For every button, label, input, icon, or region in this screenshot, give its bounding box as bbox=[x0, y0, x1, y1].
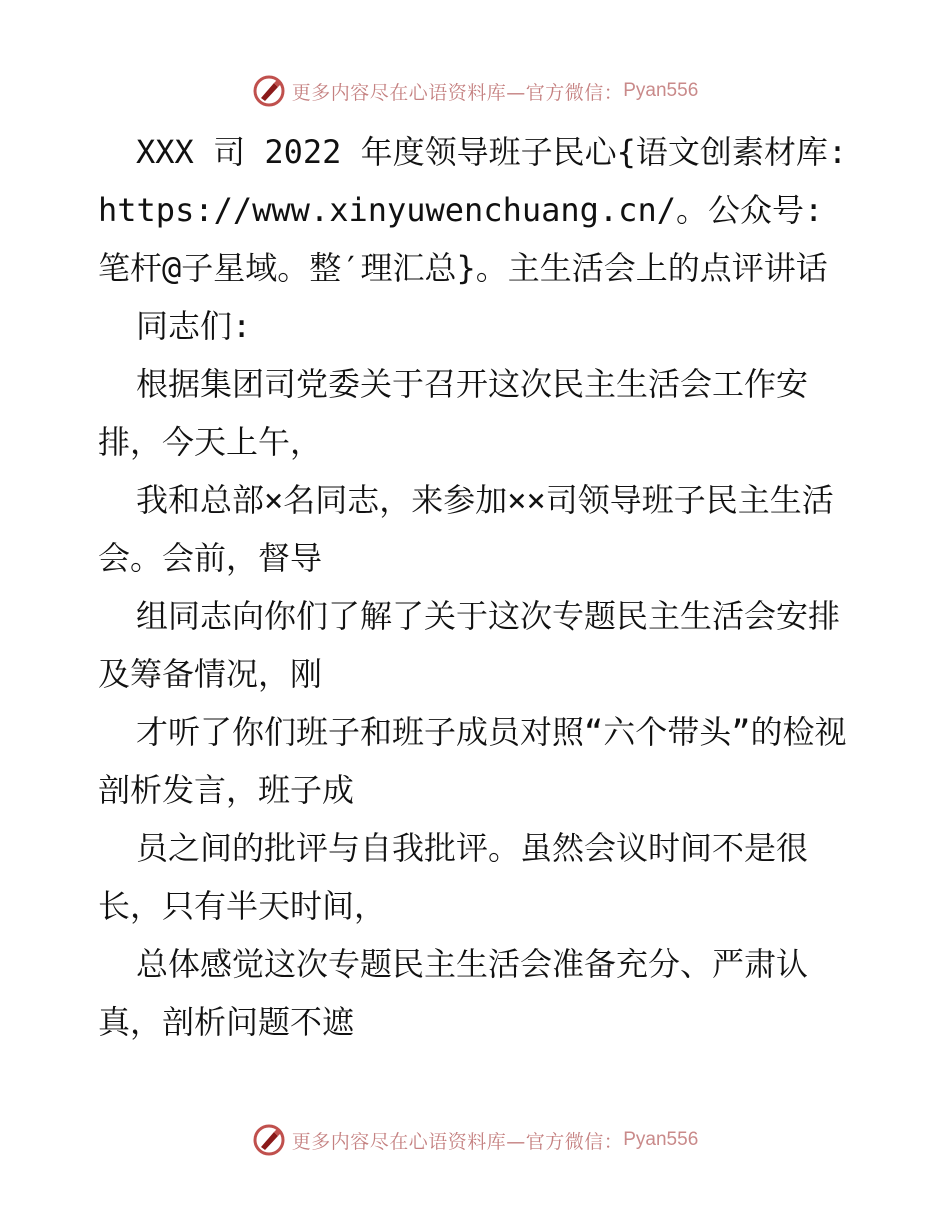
pen-logo-icon bbox=[252, 1123, 286, 1157]
footer-watermark bbox=[0, 1122, 950, 1158]
paragraph: 才听了你们班子和班子成员对照“六个带头”的检视剖析发言，班子成 bbox=[98, 713, 847, 809]
watermark-wechat-id: Pyan556 bbox=[623, 1129, 699, 1150]
watermark-wechat-id: Pyan556 bbox=[623, 80, 699, 101]
watermark-text: 更多内容尽在心语资料库—官方微信： bbox=[291, 81, 624, 104]
document-body bbox=[98, 123, 858, 1051]
pen-logo-icon bbox=[252, 74, 286, 108]
paragraph: 同志们: bbox=[136, 307, 252, 345]
paragraph: 根据集团司党委关于召开这次民主生活会工作安排，今天上午， bbox=[98, 365, 809, 461]
paragraph: 我和总部×名同志，来参加××司领导班子民主生活会。会前，督导 bbox=[98, 481, 834, 577]
paragraph: XXX 司 2022 年度领导班子民心{语文创素材库: https://www.xinyuwenchuang.cn/。公众号: 笔杆@子星域。整′理汇总}。主生活会上的点评讲话 bbox=[98, 133, 848, 287]
paragraph: 员之间的批评与自我批评。虽然会议时间不是很长，只有半天时间， bbox=[98, 829, 809, 925]
header-watermark bbox=[0, 73, 950, 109]
watermark-text: 更多内容尽在心语资料库—官方微信： bbox=[291, 1130, 624, 1153]
paragraph: 组同志向你们了解了关于这次专题民主生活会安排及筹备情况，刚 bbox=[98, 597, 841, 693]
paragraph: 总体感觉这次专题民主生活会准备充分、严肃认真，剖析问题不遮 bbox=[98, 945, 809, 1041]
